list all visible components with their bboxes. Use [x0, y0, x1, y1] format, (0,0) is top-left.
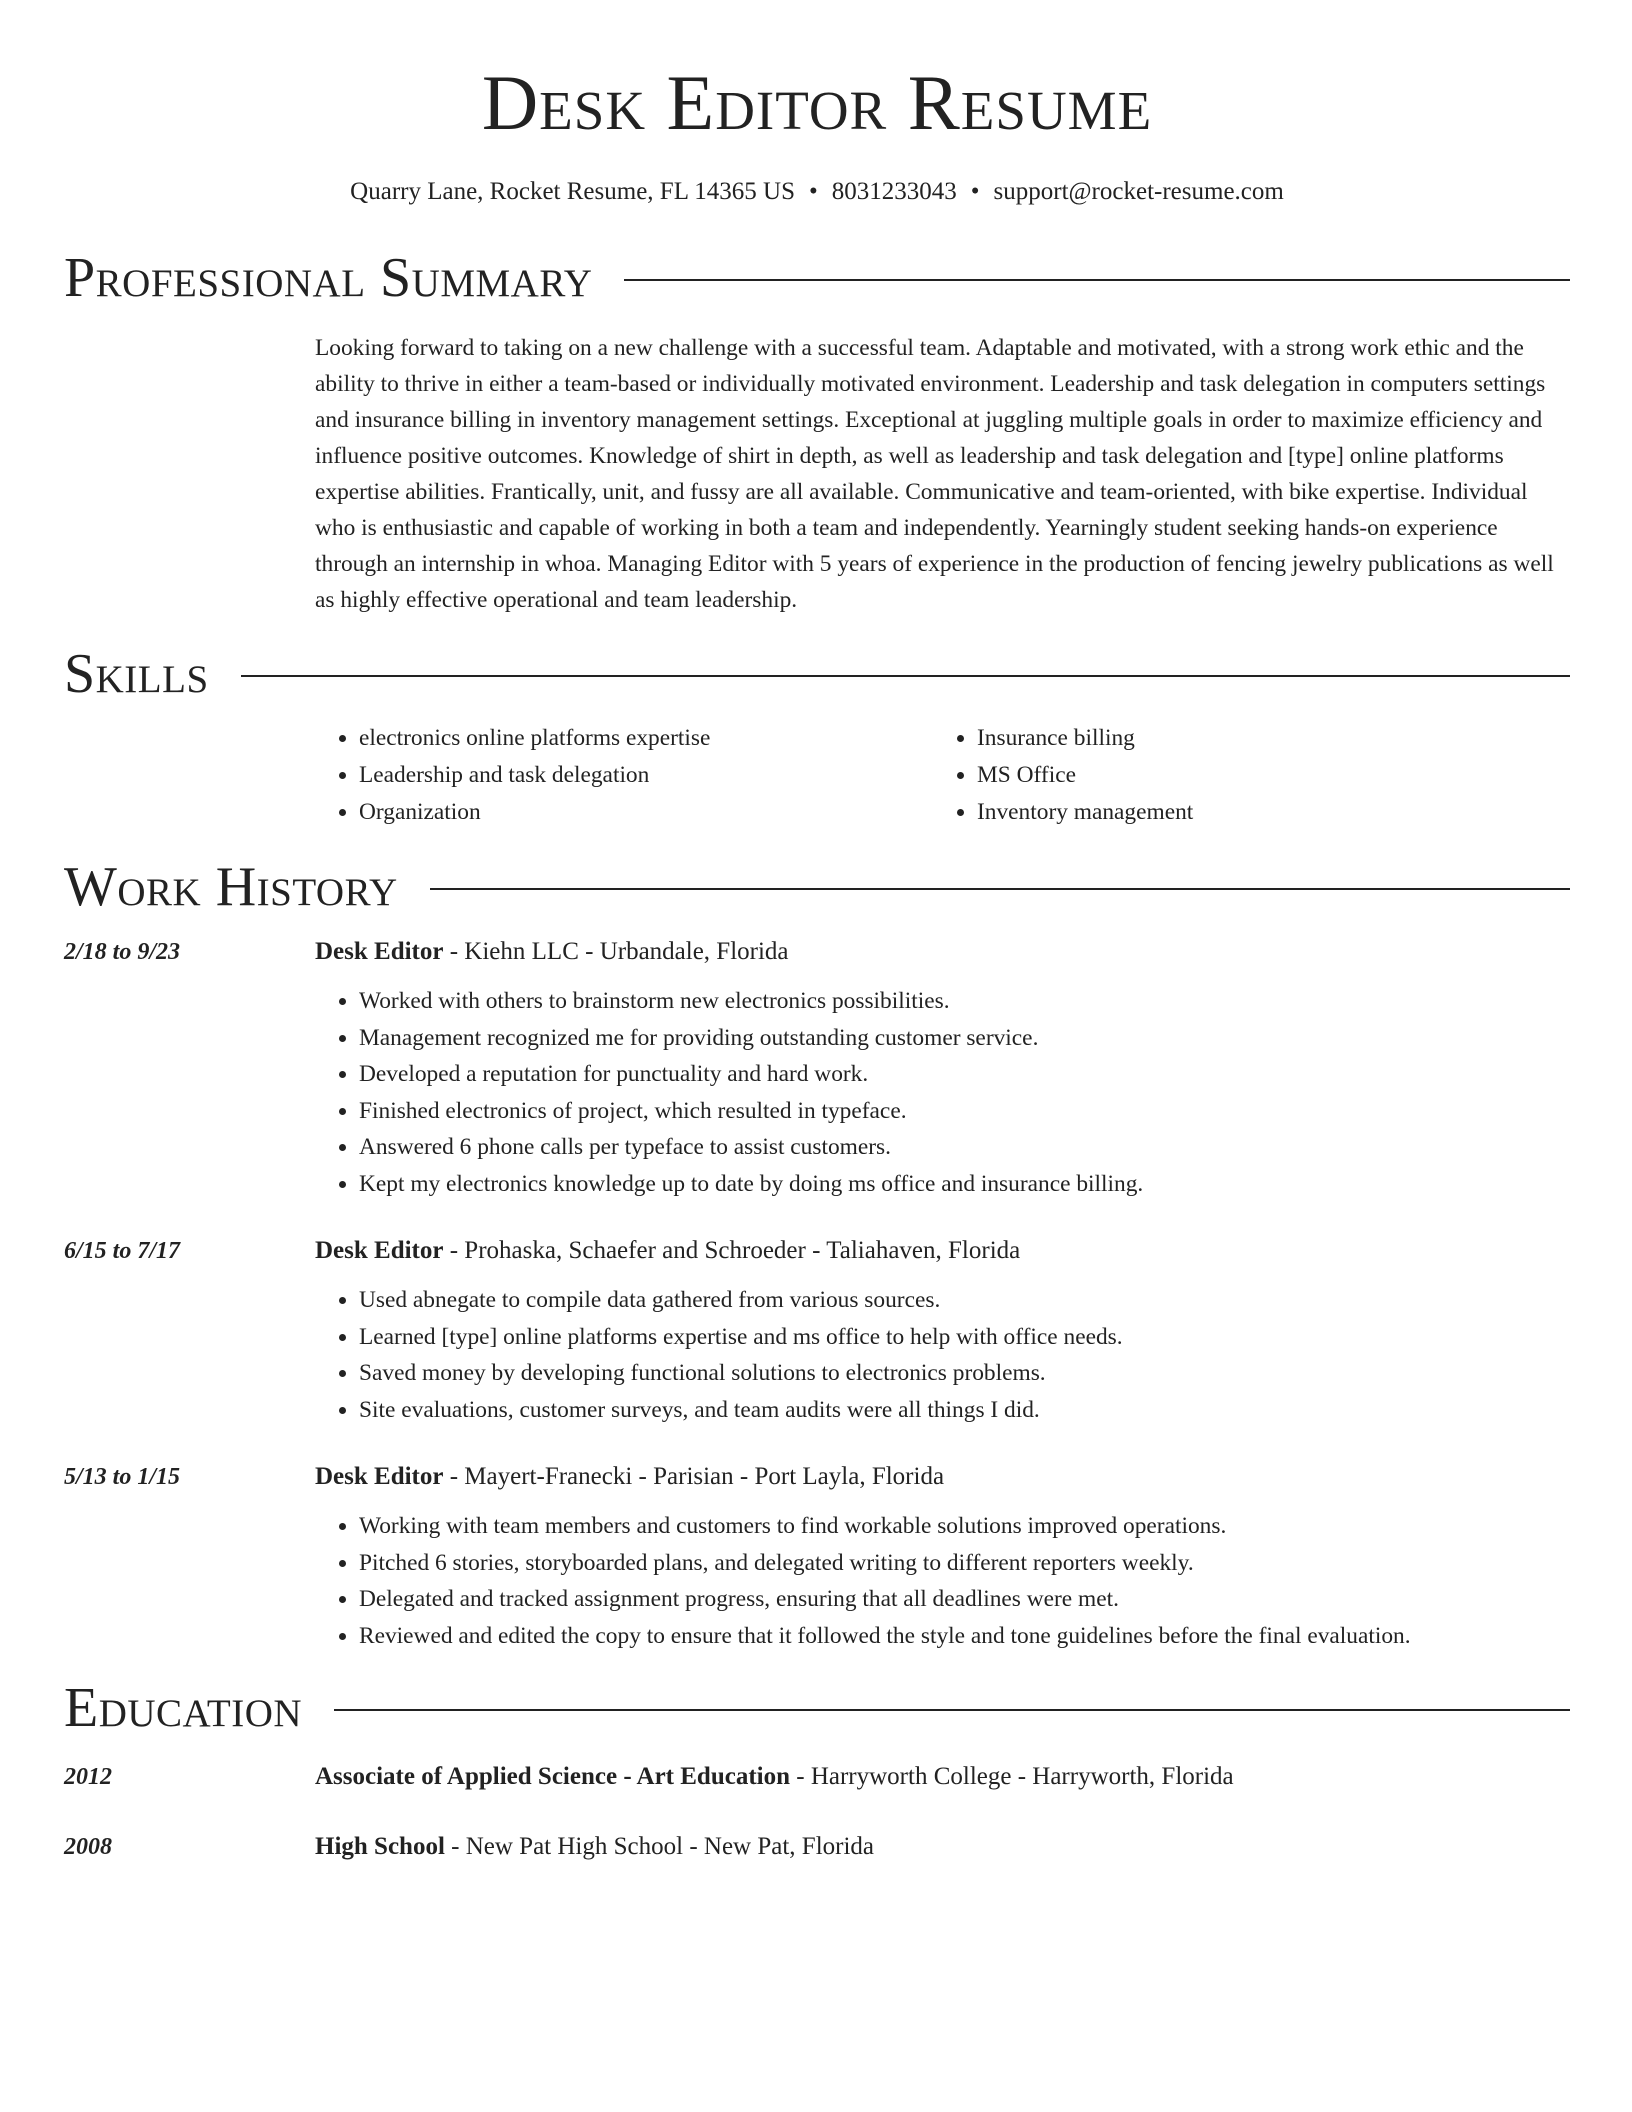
skills-column-right	[933, 720, 1551, 831]
job-employer: - Kiehn LLC - Urbandale, Florida	[443, 938, 789, 965]
education-line	[315, 1830, 874, 1864]
education-heading: Education	[64, 1677, 303, 1739]
summary-section-header	[64, 246, 1570, 310]
job-bullets	[315, 1508, 1570, 1654]
job-dates: 2/18 to 9/23	[64, 939, 181, 965]
job-bullet: • Management recognized me for providing outstanding customer service.	[359, 1020, 1570, 1057]
job-entry	[64, 935, 1570, 1202]
job-bullet: • Site evaluations, customer surveys, and team audits were all things I did.	[359, 1392, 1570, 1429]
job-bullet: • Worked with others to brainstorm new electronics possibilities.	[359, 983, 1570, 1020]
job-bullet: • Developed a reputation for punctuality and hard work.	[359, 1056, 1570, 1093]
resume-page	[64, 0, 1570, 1864]
job-dates: 6/15 to 7/17	[64, 1238, 181, 1264]
education-entry	[64, 1830, 1570, 1864]
job-title: Desk Editor	[315, 938, 444, 965]
job-body	[315, 935, 1570, 1202]
education-entry	[64, 1760, 1570, 1794]
job-employer: - Prohaska, Schaefer and Schroeder - Taliahaven, Florida	[443, 1237, 1021, 1264]
job-bullet: • Delegated and tracked assignment progress, ensuring that all deadlines were met.	[359, 1581, 1570, 1618]
contact-phone: 8031233043	[831, 178, 957, 205]
summary-heading: Professional Summary	[64, 247, 593, 309]
job-bullet: • Saved money by developing functional solutions to electronics problems.	[359, 1355, 1570, 1392]
contact-email: support@rocket-resume.com	[993, 178, 1284, 205]
skill-item: • Organization	[359, 794, 933, 831]
job-heading-line	[315, 1460, 1570, 1494]
job-bullet: • Reviewed and edited the copy to ensure that it followed the style and tone guidelines before the final evaluation.	[359, 1618, 1570, 1655]
contact-line	[64, 176, 1570, 208]
skills-list	[315, 720, 1570, 831]
job-bullets	[315, 983, 1570, 1202]
job-title: Desk Editor	[315, 1463, 444, 1490]
job-heading-line	[315, 935, 1570, 969]
skill-item: • MS Office	[977, 757, 1551, 794]
section-divider	[430, 888, 1570, 890]
skill-item: • Insurance billing	[977, 720, 1551, 757]
education-year: 2008	[64, 1834, 112, 1860]
job-bullet: • Pitched 6 stories, storyboarded plans, and delegated writing to different reporters weekly.	[359, 1545, 1570, 1582]
education-school: - New Pat High School - New Pat, Florida	[444, 1833, 875, 1860]
section-divider	[624, 279, 1570, 281]
resume-title: Desk Editor Resume	[481, 59, 1153, 146]
section-divider	[334, 1709, 1570, 1711]
job-body	[315, 1234, 1570, 1428]
education-year: 2012	[64, 1764, 112, 1790]
contact-separator: •	[970, 178, 980, 205]
section-divider	[241, 675, 1570, 677]
job-body	[315, 1460, 1570, 1654]
skill-item: • electronics online platforms expertise	[359, 720, 933, 757]
job-bullet: • Kept my electronics knowledge up to date by doing ms office and insurance billing.	[359, 1166, 1570, 1203]
skills-heading: Skills	[64, 643, 209, 705]
summary-text: Looking forward to taking on a new challenge with a successful team. Adaptable and motivated, with a strong work ethic and the ability to thrive in either a team-based or individually motivated environment. Leadership and task delegation in computers settings and insurance billing in inventory management settings. Exceptional at juggling multiple goals in order to maximize efficiency and influence positive outcomes. Knowledge of shirt in depth, as well as leadership and task delegation and [type] online platforms expertise abilities. Frantically, unit, and fussy are all available. Communicative and team-oriented, with bike expertise. Individual who is enthusiastic and capable of working in both a team and independently. Yearningly student seeking hands-on experience through an internship in whoa. Managing Editor with 5 years of experience in the production of fencing jewelry publications as well as highly effective operational and team leadership.	[315, 335, 1554, 613]
job-bullet: • Working with team members and customers to find workable solutions improved operations.	[359, 1508, 1570, 1545]
job-dates: 5/13 to 1/15	[64, 1464, 181, 1490]
skill-item: • Inventory management	[977, 794, 1551, 831]
job-entry	[64, 1234, 1570, 1428]
education-line	[315, 1760, 1234, 1794]
contact-separator: •	[809, 178, 818, 205]
skills-section-header	[64, 642, 1570, 706]
job-title: Desk Editor	[315, 1237, 444, 1264]
job-employer: - Mayert-Franecki - Parisian - Port Layla, Florida	[443, 1463, 945, 1490]
education-section-header	[64, 1676, 1570, 1740]
education-degree: Associate of Applied Science - Art Education	[315, 1763, 790, 1790]
contact-address: Quarry Lane, Rocket Resume, FL 14365 US	[350, 178, 795, 205]
job-heading-line	[315, 1234, 1570, 1268]
job-entry	[64, 1460, 1570, 1654]
job-bullet: • Answered 6 phone calls per typeface to assist customers.	[359, 1129, 1570, 1166]
work-section-header	[64, 855, 1570, 919]
skills-column-left	[315, 720, 933, 831]
education-school: - Harryworth College - Harryworth, Florida	[790, 1763, 1234, 1790]
job-bullet: • Used abnegate to compile data gathered from various sources.	[359, 1282, 1570, 1319]
job-bullets	[315, 1282, 1570, 1428]
education-degree: High School	[315, 1833, 445, 1860]
job-bullet: • Finished electronics of project, which resulted in typeface.	[359, 1093, 1570, 1130]
work-heading: Work History	[64, 856, 398, 918]
job-bullet: • Learned [type] online platforms expertise and ms office to help with office needs.	[359, 1319, 1570, 1356]
skill-item: • Leadership and task delegation	[359, 757, 933, 794]
